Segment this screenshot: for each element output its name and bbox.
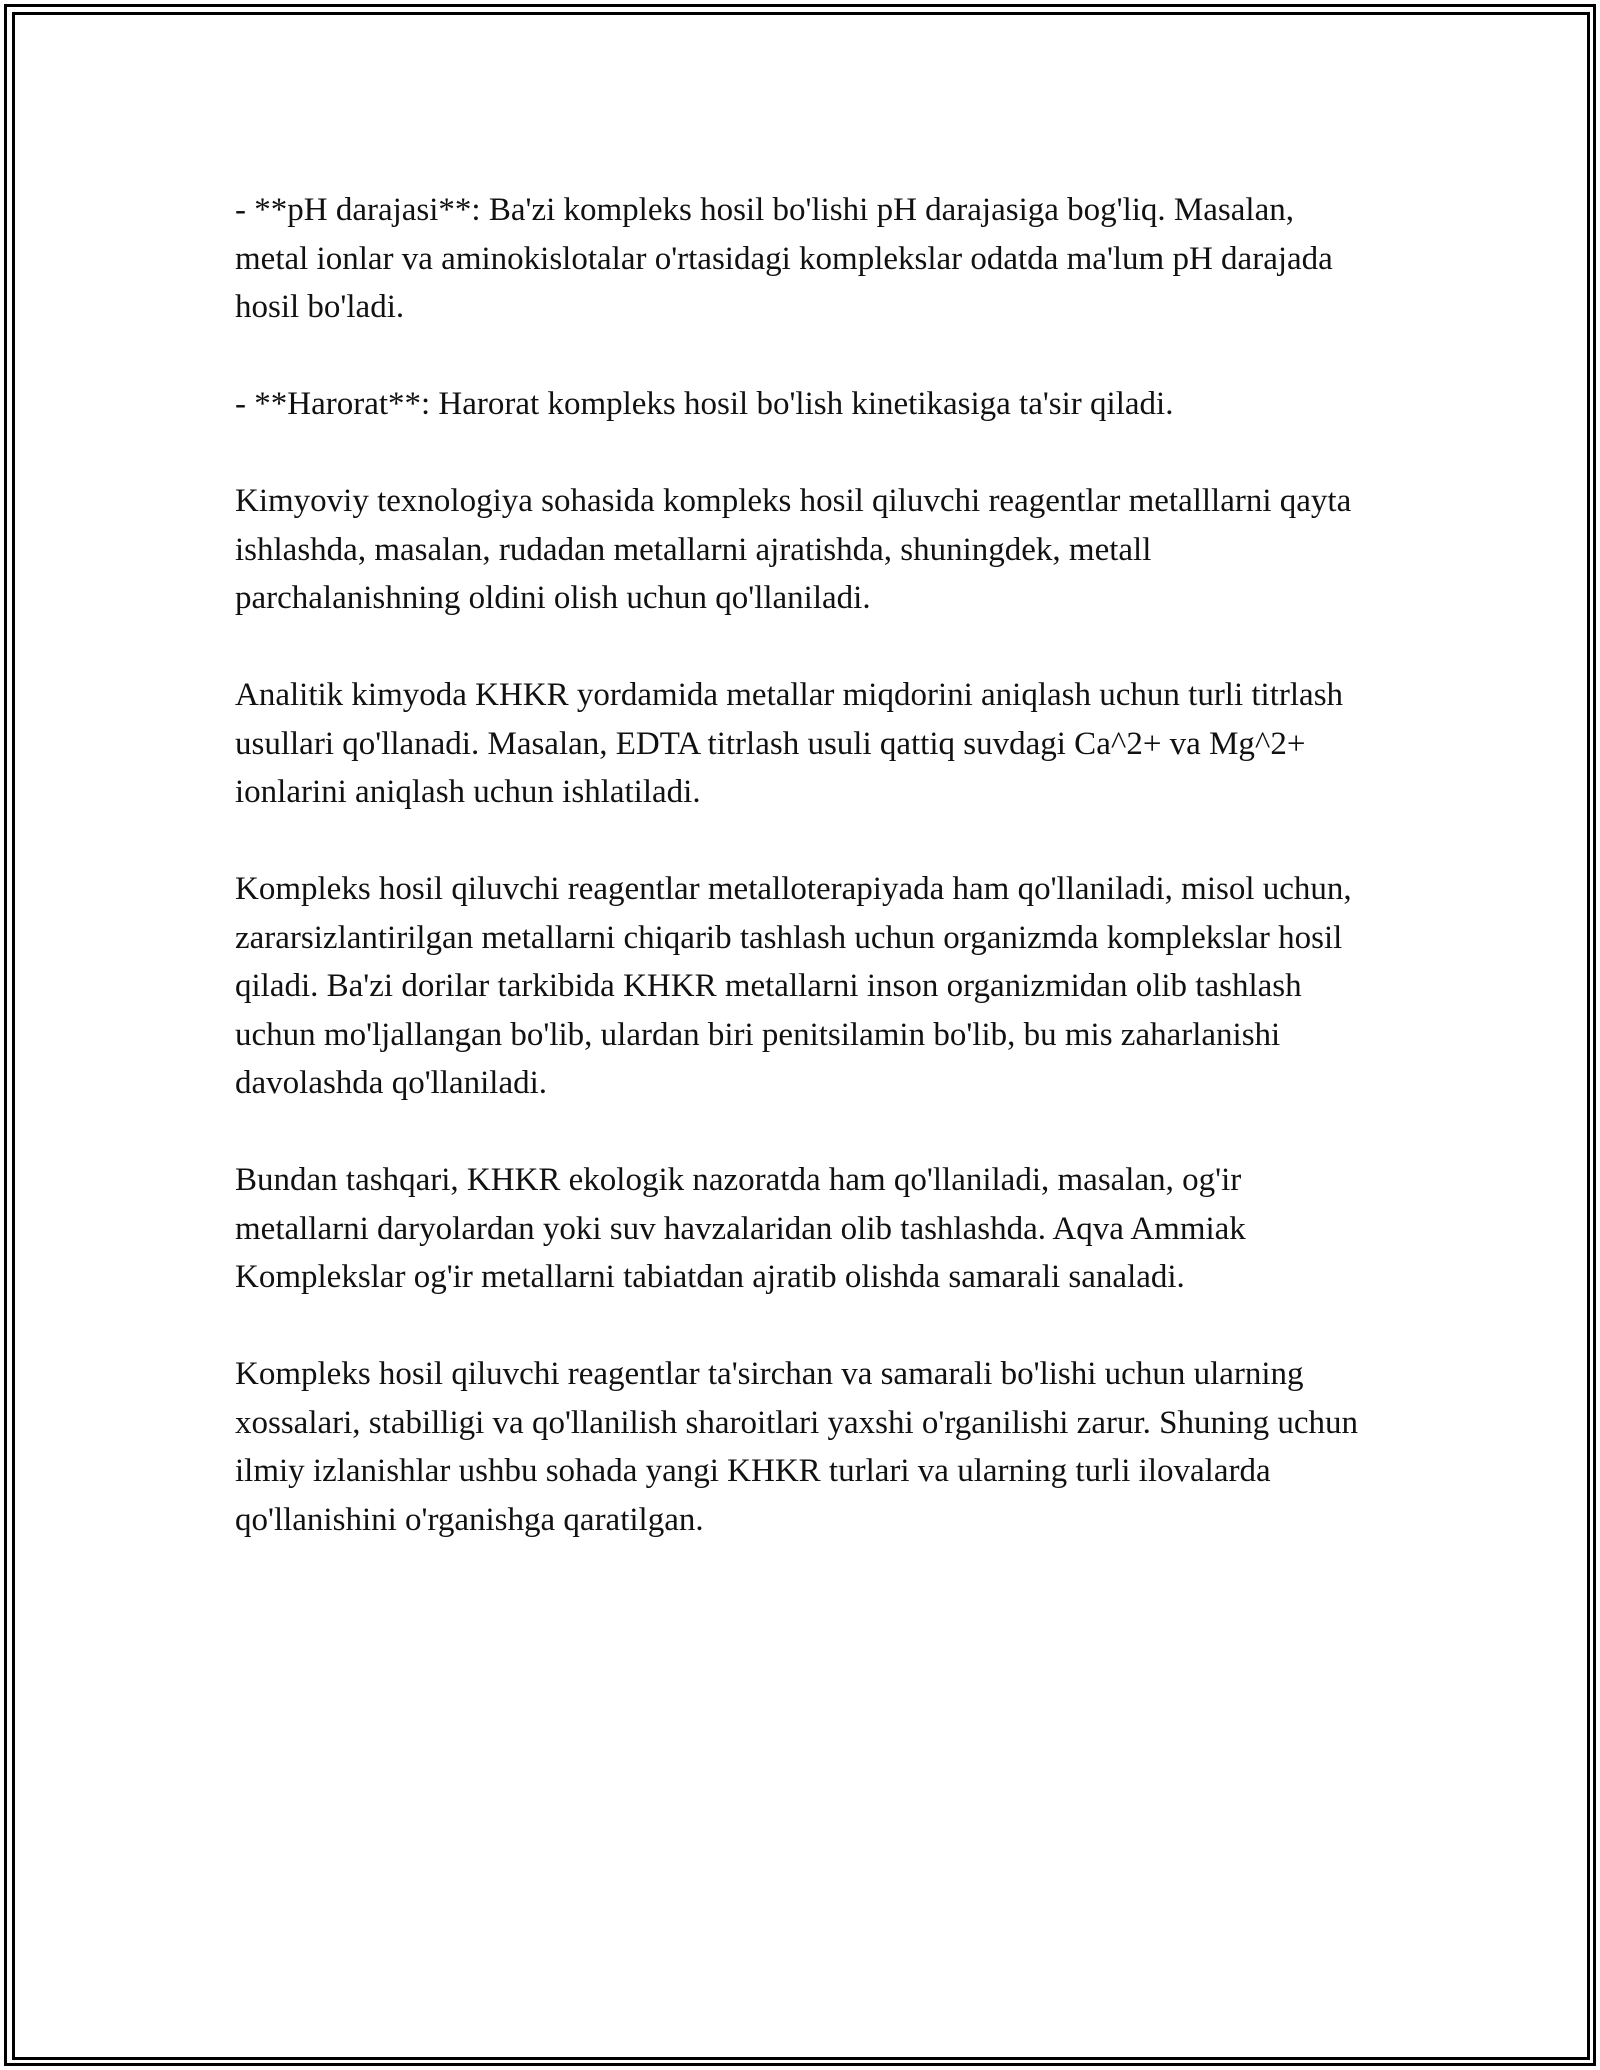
paragraph-ecological-control: Bundan tashqari, KHKR ekologik nazoratda ham qo'llaniladi, masalan, og'ir metallarni daryolardan yoki suv havzalaridan olib tashlashda. Aqva Ammiak Komplekslar og'ir metallarni tabiatdan ajratib olishda samarali sanaladi.: [235, 1162, 1246, 1295]
paragraph-analytical-chemistry: Analitik kimyoda KHKR yordamida metallar miqdorini aniqlash uchun turli titrlash usullari qo'llanadi. Masalan, EDTA titrlash usuli qattiq suvdagi Ca^2+ va Mg^2+ ionlarini aniqlash uchun ishlatiladi.: [235, 677, 1344, 810]
paragraph-chemical-technology: Kimyoviy texnologiya sohasida kompleks hosil qiluvchi reagentlar metalllarni qayta ishlashda, masalan, rudadan metallarni ajratishda, shuningdek, metall parchalanishning oldini olish uchun qo'llaniladi.: [235, 483, 1352, 616]
paragraph-temperature: - **Harorat**: Harorat kompleks hosil bo'lish kinetikasiga ta'sir qiladi.: [235, 386, 1174, 422]
paragraph-ph-level: - **pH darajasi**: Ba'zi kompleks hosil bo'lishi pH darajasiga bog'liq. Masalan, metal ionlar va aminokislotalar o'rtasidagi komplekslar odatda ma'lum pH darajada hosil bo'ladi.: [235, 192, 1333, 325]
paragraph-conclusion: Kompleks hosil qiluvchi reagentlar ta'sirchan va samarali bo'lishi uchun ularning xossalari, stabilligi va qo'llanilish sharoitlari yaxshi o'rganilishi zarur. Shuning uchun ilmiy izlanishlar ushbu sohada yangi KHKR turlari va ularning turli ilovalarda qo'llanishini o'rganishga qaratilgan.: [235, 1356, 1359, 1538]
paragraph-metallotherapy: Kompleks hosil qiluvchi reagentlar metalloterapiyada ham qo'llaniladi, misol uchun, zararsizlantirilgan metallarni chiqarib tashlash uchun organizmda komplekslar hosil qiladi. Ba'zi dorilar tarkibida KHKR metallarni inson organizmidan olib tashlash uchun mo'ljallangan bo'lib, ulardan biri penitsilamin bo'lib, bu mis zaharlanishi davolashda qo'llaniladi.: [235, 871, 1352, 1101]
document-body: [235, 186, 1365, 1593]
